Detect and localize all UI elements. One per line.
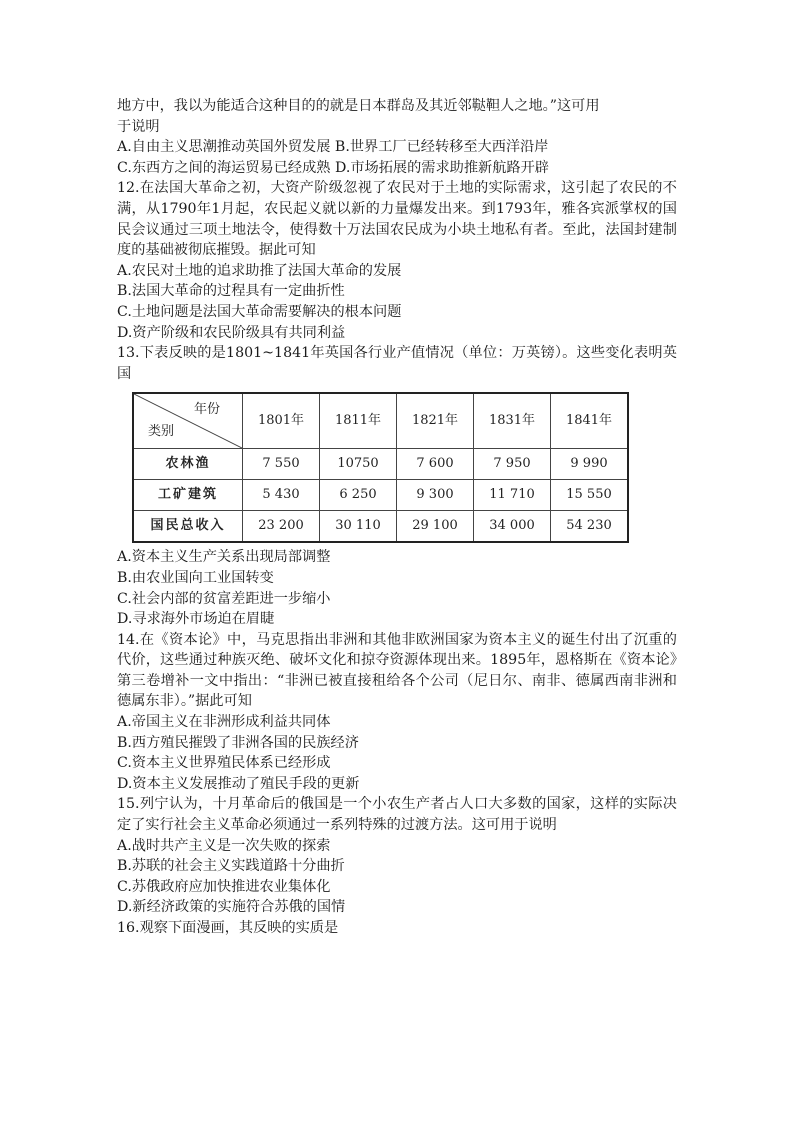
table-cell: 30 110 xyxy=(320,511,397,543)
q13-option-c[interactable]: C.社会内部的贫富差距进一步缩小 xyxy=(117,590,331,607)
corner-year-label: 年份 xyxy=(193,402,220,418)
q15-option-a[interactable]: A.战时共产主义是一次失败的探索 xyxy=(117,837,331,854)
table-cell: 6 250 xyxy=(320,480,397,511)
q11-options-ab[interactable]: A.自由主义思潮推动英国外贸发展 B.世界工厂已经转移至大西洋沿岸 xyxy=(117,139,549,156)
table-cell: 11 710 xyxy=(474,480,551,511)
table-row-category: 农林渔 xyxy=(133,449,243,480)
q14-option-c[interactable]: C.资本主义世界殖民体系已经形成 xyxy=(117,755,331,772)
table-cell: 7 950 xyxy=(474,449,551,480)
q15-option-c[interactable]: C.苏俄政府应加快推进农业集体化 xyxy=(117,878,331,895)
q13-option-b[interactable]: B.由农业国向工业国转变 xyxy=(117,569,274,586)
table-cell: 23 200 xyxy=(243,511,320,543)
q12-option-a[interactable]: A.农民对土地的追求助推了法国大革命的发展 xyxy=(117,262,402,279)
table-row xyxy=(133,449,628,480)
table-header-row xyxy=(133,393,628,449)
q13-stem: 13.下表反映的是1801~1841年英国各行业产值情况（单位：万英镑）。这些变化表明英国 xyxy=(117,345,677,382)
table-year-header: 1801年 xyxy=(243,393,320,449)
table-year-header: 1831年 xyxy=(474,393,551,449)
table-cell: 7 550 xyxy=(243,449,320,480)
table-cell: 54 230 xyxy=(551,511,629,543)
table-year-header: 1811年 xyxy=(320,393,397,449)
q11-options-cd[interactable]: C.东西方之间的海运贸易已经成熟 D.市场拓展的需求助推新航路开辟 xyxy=(117,159,549,176)
document-page xyxy=(117,96,677,939)
q16-stem: 16.观察下面漫画，其反映的实质是 xyxy=(117,920,339,936)
table-cell: 29 100 xyxy=(397,511,474,543)
table-row xyxy=(133,480,628,511)
q14-option-a[interactable]: A.帝国主义在非洲形成利益共同体 xyxy=(117,714,331,731)
output-table xyxy=(132,392,629,543)
table-cell: 15 550 xyxy=(551,480,629,511)
q15-option-b[interactable]: B.苏联的社会主义实践道路十分曲折 xyxy=(117,858,345,875)
q11-stem-line2: 于说明 xyxy=(117,118,160,135)
q14-option-b[interactable]: B.西方殖民摧毁了非洲各国的民族经济 xyxy=(117,734,359,751)
table-cell: 9 990 xyxy=(551,449,629,480)
table-row-category: 工矿建筑 xyxy=(133,480,243,511)
q13-option-a[interactable]: A.资本主义生产关系出现局部调整 xyxy=(117,549,331,566)
table-cell: 10750 xyxy=(320,449,397,480)
q15-option-d[interactable]: D.新经济政策的实施符合苏俄的国情 xyxy=(117,899,346,916)
table-cell: 9 300 xyxy=(397,480,474,511)
table-cell: 34 000 xyxy=(474,511,551,543)
table-row-category: 国民总收入 xyxy=(133,511,243,543)
table-corner-cell xyxy=(133,393,243,449)
table-row xyxy=(133,511,628,543)
q11-stem-line1: 地方中，我以为能适合这种目的的就是日本群岛及其近邻鞑靼人之地。”这可用 xyxy=(117,98,600,114)
table-cell: 7 600 xyxy=(397,449,474,480)
table-year-header: 1821年 xyxy=(397,393,474,449)
q12-option-b[interactable]: B.法国大革命的过程具有一定曲折性 xyxy=(117,283,345,300)
q14-stem: 14.在《资本论》中，马克思指出非洲和其他非欧洲国家为资本主义的诞生付出了沉重的代价，这些通过种族灭绝、破坏文化和掠夺资源体现出来。1895年，恩格斯在《资本论》第三卷增补一文中指出：“非洲已被直接租给各个公司（尼日尔、南非、德属西南非洲和德属东非）。”据此可知 xyxy=(117,631,677,710)
q12-stem: 12.在法国大革命之初，大资产阶级忽视了农民对于土地的实际需求，这引起了农民的不满，从1790年1月起，农民起义就以新的力量爆发出来。到1793年，雅各宾派掌权的国民会议通过三项土地法令，使得数十万法国农民成为小块土地私有者。至此，法国封建制度的基础被彻底摧毁。据此可知 xyxy=(117,180,677,259)
q13-option-d[interactable]: D.寻求海外市场迫在眉睫 xyxy=(117,611,275,628)
table-year-header: 1841年 xyxy=(551,393,629,449)
q12-option-c[interactable]: C.土地问题是法国大革命需要解决的根本问题 xyxy=(117,303,402,320)
corner-category-label: 类别 xyxy=(148,423,175,439)
table-cell: 5 430 xyxy=(243,480,320,511)
q14-option-d[interactable]: D.资本主义发展推动了殖民手段的更新 xyxy=(117,775,360,792)
q15-stem: 15.列宁认为，十月革命后的俄国是一个小农生产者占人口大多数的国家，这样的实际决定了实行社会主义革命必须通过一系列特殊的过渡方法。这可用于说明 xyxy=(117,796,677,834)
q12-option-d[interactable]: D.资产阶级和农民阶级具有共同利益 xyxy=(117,324,346,341)
